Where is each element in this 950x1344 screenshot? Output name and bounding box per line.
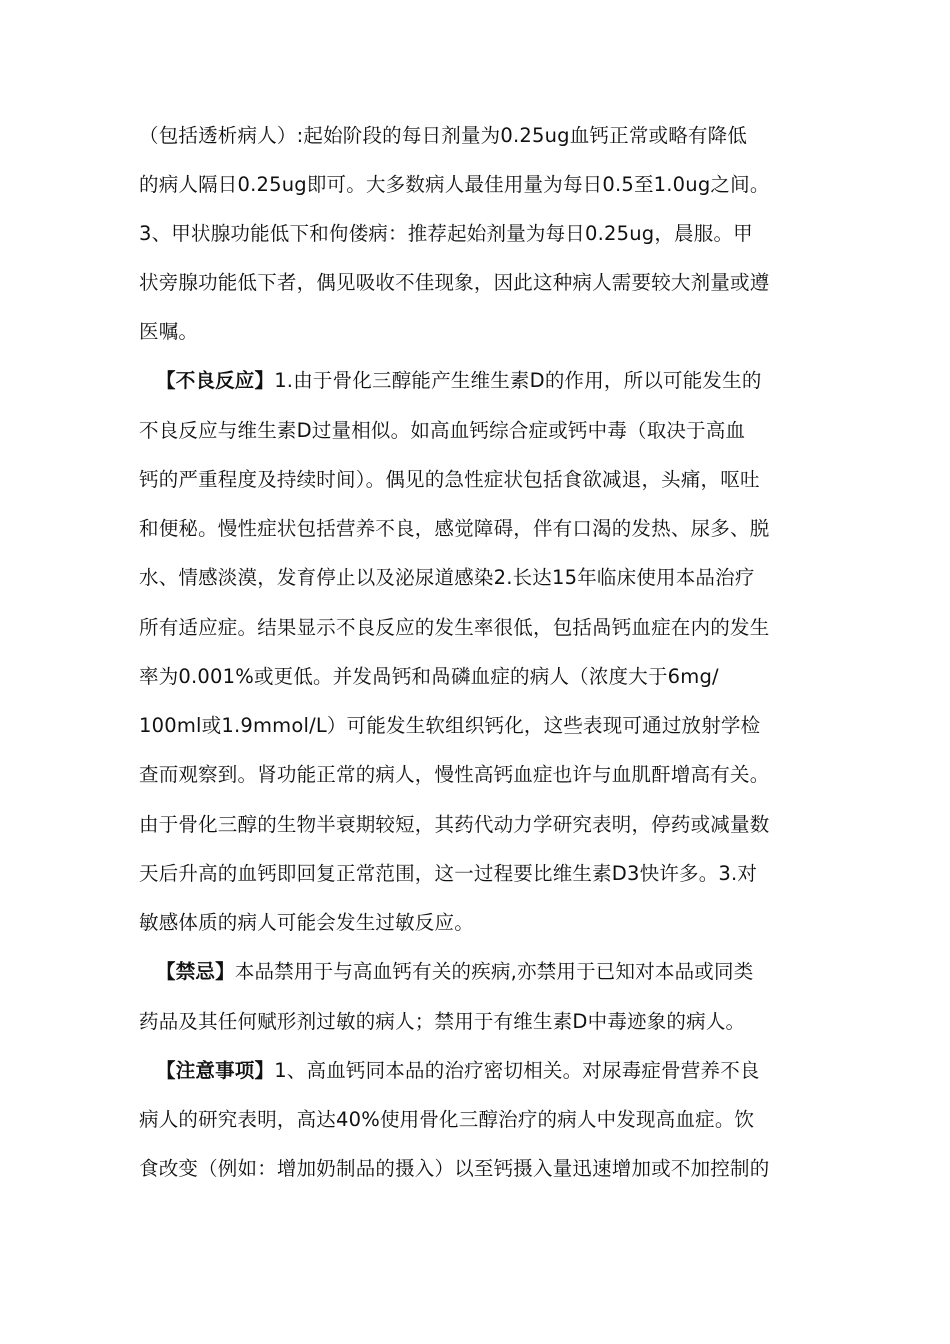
text-line-14: 查而观察到。肾功能正常的病人，慢性高钙血症也许与血肌酐增高有关。 xyxy=(139,763,770,786)
text-line-17: 敏感体质的病人可能会发生过敏反应。 xyxy=(139,911,474,934)
text-line-7: 不良反应与维生素D过量相似。如高血钙综合症或钙中毒（取决于高血 xyxy=(139,419,746,442)
precautions-paragraph-start xyxy=(156,1058,760,1084)
text-line-21: 病人的研究表明，高达40%使用骨化三醇治疗的病人中发现高血症。饮 xyxy=(139,1108,755,1131)
text-line-13: 100ml或1.9mmol/L）可能发生软组织钙化，这些表现可通过放射学检 xyxy=(139,714,761,737)
text-line-22: 食改变（例如：增加奶制品的摄入）以至钙摄入量迅速增加或不加控制的 xyxy=(139,1157,770,1180)
text-line-12: 率为0.001%或更低。并发咼钙和咼磷血症的病人（浓度大于6mg/ xyxy=(139,665,719,688)
text-line-15: 由于骨化三醇的生物半衰期较短，其药代动力学研究表明，停药或减量数 xyxy=(139,813,770,836)
text-line-20: 1、高血钙同本品的治疗密切相关。对尿毒症骨营养不良 xyxy=(274,1059,760,1082)
text-line-9: 和便秘。慢性症状包括营养不良，感觉障碍，伴有口渴的发热、尿多、脱 xyxy=(139,517,770,540)
adverse-reactions-paragraph-start xyxy=(156,368,762,394)
text-line-3: 3、甲状腺功能低下和佝偻病：推荐起始剂量为每日0.25ug，晨服。甲 xyxy=(139,222,753,245)
text-line-2: 的病人隔日0.25ug即可。大多数病人最佳用量为每日0.5至1.0ug之间。 xyxy=(139,173,770,196)
text-line-11: 所有适应症。结果显示不良反应的发生率很低，包括咼钙血症在内的发生 xyxy=(139,616,770,639)
text-line-6: 1.由于骨化三醇能产生维生素D的作用，所以可能发生的 xyxy=(274,369,762,392)
text-line-19: 药品及其任何赋形剂过敏的病人；禁用于有维生素D中毒迹象的病人。 xyxy=(139,1010,746,1033)
contraindications-paragraph-start xyxy=(156,959,753,985)
text-line-4: 状旁腺功能低下者，偶见吸收不佳现象，因此这种病人需要较大剂量或遵 xyxy=(139,271,770,294)
adverse-reactions-heading: 【不良反应】 xyxy=(156,369,275,392)
text-line-1: （包括透析病人）:起始阶段的每日剂量为0.25ug血钙正常或略有降低 xyxy=(139,124,748,147)
text-line-5: 医嘱。 xyxy=(139,320,199,343)
precautions-heading: 【注意事项】 xyxy=(156,1059,275,1082)
text-line-18: 本品禁用于与高血钙有关的疾病,亦禁用于已知对本品或同类 xyxy=(234,960,754,983)
text-line-10: 水、情感淡漠，发育停止以及泌尿道感染2.长达15年临床使用本品治疗 xyxy=(139,566,755,589)
text-line-8: 钙的严重程度及持续时间）。偶见的急性症状包括食欲减退，头痛，呕吐 xyxy=(139,468,760,491)
text-line-16: 天后升高的血钙即回复正常范围，这一过程要比维生素D3快许多。3.对 xyxy=(139,862,758,885)
contraindications-heading: 【禁忌】 xyxy=(156,960,235,983)
